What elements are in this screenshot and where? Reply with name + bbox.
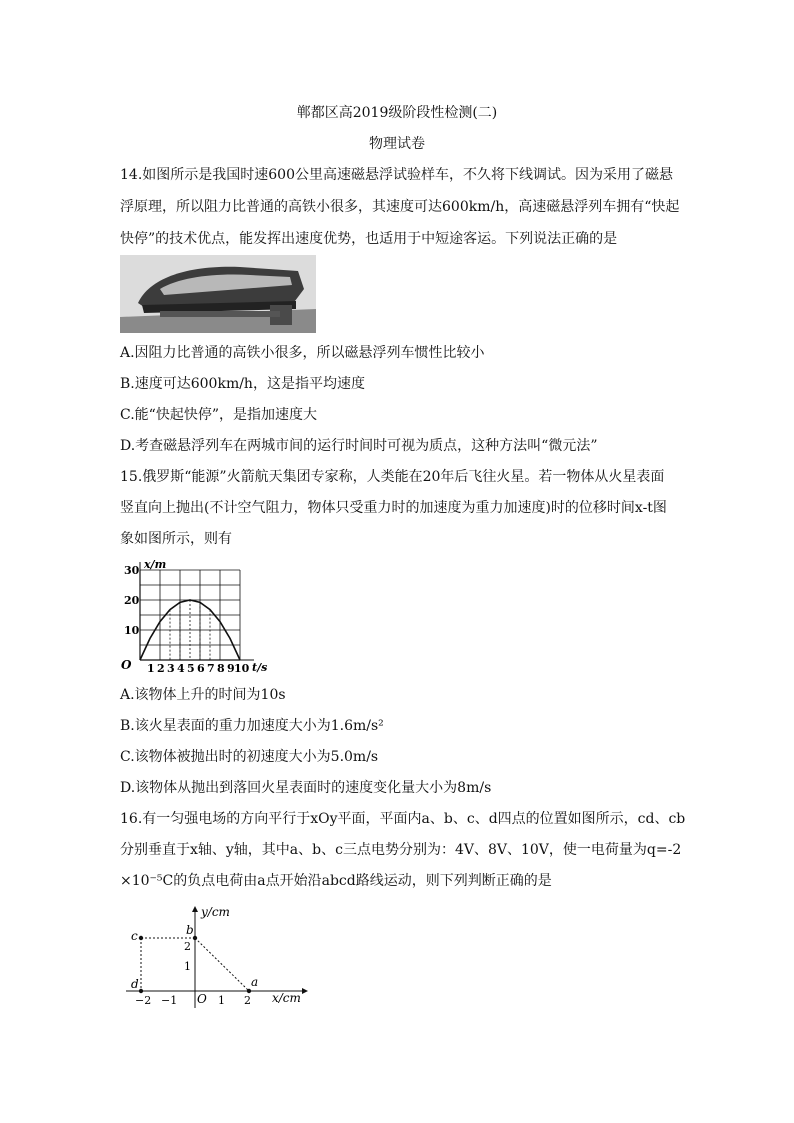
x-tick-label: 3	[167, 662, 175, 675]
q14-option-c: C.能“快起快停”，是指加速度大	[120, 407, 317, 423]
q14-option-b: B.速度可达600km/h，这是指平均速度	[120, 376, 365, 392]
point-a-label: a	[251, 975, 259, 989]
x-tick-2: 2	[244, 994, 251, 1007]
origin-label: O	[197, 992, 207, 1006]
x-tick-label: 5	[187, 662, 195, 675]
q16-line-3: ×10⁻⁵C的负点电荷由a点开始沿abcd路线运动，则下列判断正确的是	[120, 873, 552, 889]
segment-ab	[195, 938, 249, 991]
y-tick-2: 2	[184, 940, 191, 953]
q14-line-2: 浮原理，所以阻力比普通的高铁小很多，其速度可达600km/h，高速磁悬浮列车拥有“快起	[120, 199, 680, 215]
q15-option-a: A.该物体上升的时间为10s	[120, 687, 286, 703]
y-axis-label: y/cm	[201, 905, 230, 919]
xt-graph	[118, 556, 278, 676]
x-tick-label: 10	[234, 662, 250, 675]
xy-coordinate-figure	[126, 900, 316, 1012]
x-axis-label: x/cm	[272, 991, 301, 1005]
q15-option-b: B.该火星表面的重力加速度大小为1.6m/s²	[120, 718, 384, 734]
y-axis-arrow-icon	[192, 906, 198, 912]
maglev-train-photo	[120, 255, 316, 333]
q16-line-1: 16.有一匀强电场的方向平行于xOy平面，平面内a、b、c、d四点的位置如图所示，cd、cb	[120, 811, 686, 827]
x-tick-label: 4	[177, 662, 185, 675]
xt-xlabel: t/s	[252, 661, 268, 674]
y-tick-label: 20	[124, 594, 140, 607]
y-tick-label: 10	[124, 624, 140, 637]
point-d-label: d	[131, 977, 139, 991]
point-c-label: c	[131, 929, 138, 943]
x-tick-1: 1	[218, 994, 225, 1007]
q14-line-1: 14.如图所示是我国时速600公里高速磁悬浮试验样车，不久将下线调试。因为采用了磁悬	[120, 167, 673, 183]
q14-option-a: A.因阻力比普通的高铁小很多，所以磁悬浮列车惯性比较小	[120, 345, 485, 361]
xt-ylabel: x/m	[144, 558, 167, 571]
x-tick-label: 2	[157, 662, 165, 675]
x-tick-label: 9	[227, 662, 235, 675]
x-tick-label: 7	[207, 662, 215, 675]
x-tick-label: 8	[217, 662, 225, 675]
q15-option-d: D.该物体从抛出到落回火星表面时的速度变化量大小为8m/s	[120, 780, 492, 796]
q14-option-d: D.考查磁悬浮列车在两城市间的运行时间时可视为质点，这种方法叫“微元法”	[120, 438, 598, 454]
x-tick-neg2: −2	[135, 994, 152, 1007]
exam-title: 郸都区高2019级阶段性检测(二)	[296, 105, 498, 121]
q15-option-c: C.该物体被抛出时的初速度大小为5.0m/s	[120, 749, 379, 765]
q15-line-2: 竖直向上抛出(不计空气阻力，物体只受重力时的加速度为重力加速度)时的位移时间x-t图	[120, 500, 667, 516]
exam-subtitle: 物理试卷	[369, 136, 425, 152]
q16-line-2: 分别垂直于x轴、y轴，其中a、b、c三点电势分别为：4V、8V、10V，使一电荷量为q=-2	[120, 842, 682, 858]
x-tick-neg1: −1	[161, 994, 178, 1007]
q15-line-3: 象如图所示，则有	[120, 531, 232, 547]
x-tick-label: 6	[197, 662, 205, 675]
q15-line-1: 15.俄罗斯“能源”火箭航天集团专家称，人类能在20年后飞往火星。若一物体从火星表面	[120, 469, 665, 485]
point-d	[139, 989, 143, 993]
point-b-label: b	[186, 923, 194, 937]
x-axis-arrow-icon	[302, 988, 308, 994]
x-tick-label: 1	[147, 662, 155, 675]
point-c	[139, 936, 143, 940]
y-tick-1: 1	[184, 960, 191, 973]
maglev-train-illustration	[120, 255, 316, 333]
xt-origin: O	[121, 658, 132, 672]
point-a	[247, 989, 251, 993]
q14-line-3: 快停”的技术优点，能发挥出速度优势，也适用于中短途客运。下列说法正确的是	[120, 231, 618, 247]
y-tick-label: 30	[124, 564, 140, 577]
